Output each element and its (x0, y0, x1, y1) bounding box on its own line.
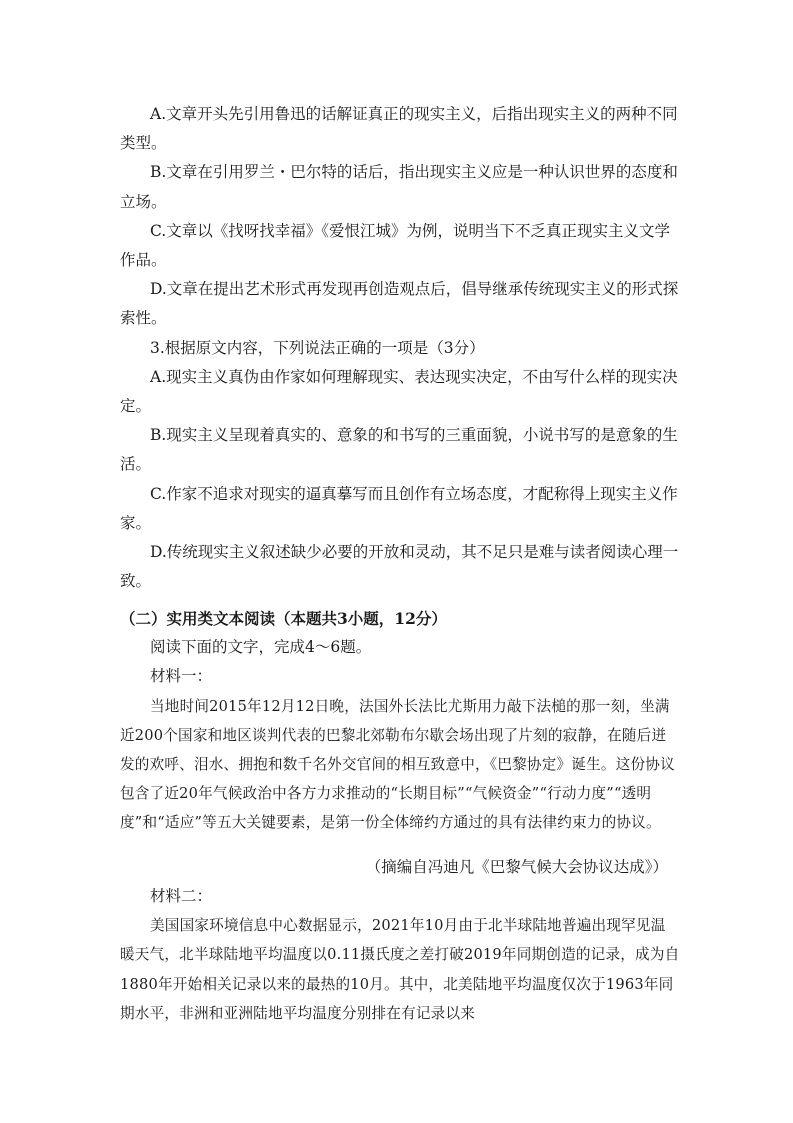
q2-options (120, 100, 680, 596)
section-2-heading: （二）实用类文本阅读（本题共3小题，12分） (120, 609, 447, 628)
material-1-source: （摘编自冯迪凡《巴黎气候大会协议达成》） (365, 858, 668, 876)
q2-option-a: A.文章开头先引用鲁迅的话解证真正的现实主义，后指出现实主义的两种不同类型。 (120, 105, 678, 153)
q2-option-c: C.文章以《找呀找幸福》《爱恨江城》为例，说明当下不乏真正现实主义文学作品。 (120, 221, 670, 270)
q3-option-a: A.现实主义真伪由作家如何理解现实、表达现实决定，不由写什么样的现实决定。 (120, 367, 678, 416)
material-1-label: 材料一： (150, 667, 213, 686)
material-2-label: 材料二： (150, 887, 213, 905)
q3-option-b: B.现实主义呈现着真实的、意象的和书写的三重面貌，小说书写的是意象的生活。 (120, 426, 678, 474)
material-1-text: 当地时间2015年12月12日晚，法国外长法比尤斯用力敲下法槌的那一刻，坐满近200个国家和地区谈判代表的巴黎北郊勒布尔歇会场出现了片刻的寂静，在随后迸发的欢呼、泪水、拥抱和数千名外交官间的相互致意中，《巴黎协定》诞生。这份协议包含了近20年气候政治中各方力求推动的“长期目标”“气候资金”“行动力度”“透明度”和“适应”等五大关键要素，是第一份全体缔约方通过的具有法律约束力的协议。 (120, 697, 675, 832)
q3-stem: 3.根据原文内容，下列说法正确的一项是（3分） (150, 338, 485, 357)
q2-option-d: D.文章在提出艺术形式再发现再创造观点后，倡导继承传统现实主义的形式探索性。 (120, 280, 679, 328)
q3-option-d: D.传统现实主义叙述缺少必要的开放和灵动，其不足只是难与读者阅读心理一致。 (120, 543, 679, 591)
section-2-instruction: 阅读下面的文字，完成4～6题。 (150, 638, 372, 657)
material-2 (120, 882, 680, 1028)
section-2 (120, 604, 680, 838)
q2-option-b: B.文章在引用罗兰・巴尔特的话后，指出现实主义应是一种认识世界的态度和立场。 (120, 163, 678, 211)
q3-option-c: C.作家不追求对现实的逼真摹写而且创作有立场态度，才配称得上现实主义作家。 (120, 484, 678, 532)
material-2-text: 美国国家环境信息中心数据显示，2021年10月由于北半球陆地普遍出现罕见温暖天气，北半球陆地平均温度以0.11摄氏度之差打破2019年同期创造的记录，成为自1880年开始相关记录以来的最热的10月。其中，北美陆地平均温度仅次于1963年同期水平，非洲和亚洲陆地平均温度分别排在有记录以来 (120, 917, 680, 1022)
